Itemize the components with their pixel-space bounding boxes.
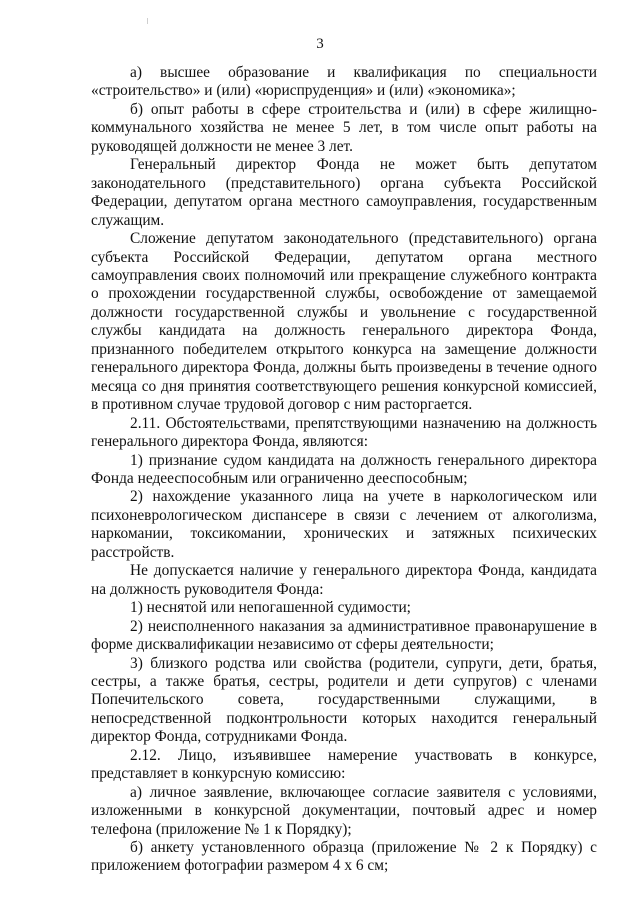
paragraph-criminal-record: 1) неснятой или непогашенной судимости; xyxy=(130,599,411,617)
paragraph-resignation-terms: Сложение депутатом законодательного (представительного) органа субъекта Российской Федерации, депутатом органа местного самоуправления своих полномочий или прекращение служебного контракта о прохождении государственной службы, освобождение от замещаемой должности государственной службы и увольнение с государственной службы кандидата на должность генерального директора Фонда, признанного победителем открытого конкурса на замещение должности генерального директора Фонда, должны быть произведены в течение одного месяца со дня принятия соответствующего решения конкурсной комиссией, в противном случае трудовой договор с ним расторгается. xyxy=(91,230,597,414)
paragraph-application: а) личное заявление, включающее согласие заявителя с условиями, изложенными в конкурсной документации, почтовый адрес и номер телефона (приложение № 1 к Порядку); xyxy=(91,783,597,838)
paragraph-disqualification: 2) неисполненного наказания за административное правонарушение в форме дисквалификации независимо от сферы деятельности; xyxy=(91,617,597,654)
paragraph-clause-2-12: 2.12. Лицо, изъявившее намерение участвовать в конкурсе, представляет в конкурсную комиссию: xyxy=(91,746,597,783)
paragraph-kinship: 3) близкого родства или свойства (родители, супруги, дети, братья, сестры, а также братья, сестры, родители и дети супругов) с членами Попечительского совета, государственными служащими, в непосредственной подконтрольности которых находится генеральный директор Фонда, сотрудниками Фонда. xyxy=(91,654,597,746)
paragraph-requirement-experience: б) опыт работы в сфере строительства и (или) в сфере жилищно-коммунального хозяйства не менее 5 лет, в том числе опыт работы на руководящей должности не менее 3 лет. xyxy=(91,100,597,155)
paragraph-director-restrictions: Генеральный директор Фонда не может быть депутатом законодательного (представительного) органа субъекта Российской Федерации, депутатом органа местного самоуправления, государственным служащим. xyxy=(91,156,597,229)
paragraph-not-allowed-intro: Не допускается наличие у генерального директора Фонда, кандидата на должность руководителя Фонда: xyxy=(91,562,597,598)
page-number: 3 xyxy=(316,36,324,52)
document-body xyxy=(91,64,597,876)
paragraph-incapacity: 1) признание судом кандидата на должность генерального директора Фонда недееспособным или ограниченно дееспособным; xyxy=(91,451,597,487)
paragraph-medical-registration: 2) нахождение указанного лица на учете в наркологическом или психоневрологическом диспансере в связи с лечением от алкоголизма, наркомании, токсикомании, хронических и затяжных психических расстройств. xyxy=(91,488,597,561)
scan-artifact xyxy=(147,18,148,24)
paragraph-requirement-education: а) высшее образование и квалификация по специальности «строительство» и (или) «юриспруденция» и (или) «экономика»; xyxy=(91,64,597,100)
paragraph-clause-2-11: 2.11. Обстоятельствами, препятствующими назначению на должность генерального директора Фонда, являются: xyxy=(91,414,597,451)
paragraph-questionnaire: б) анкету установленного образца (приложение № 2 к Порядку) с приложением фотографии размером 4 х 6 см; xyxy=(91,839,597,875)
